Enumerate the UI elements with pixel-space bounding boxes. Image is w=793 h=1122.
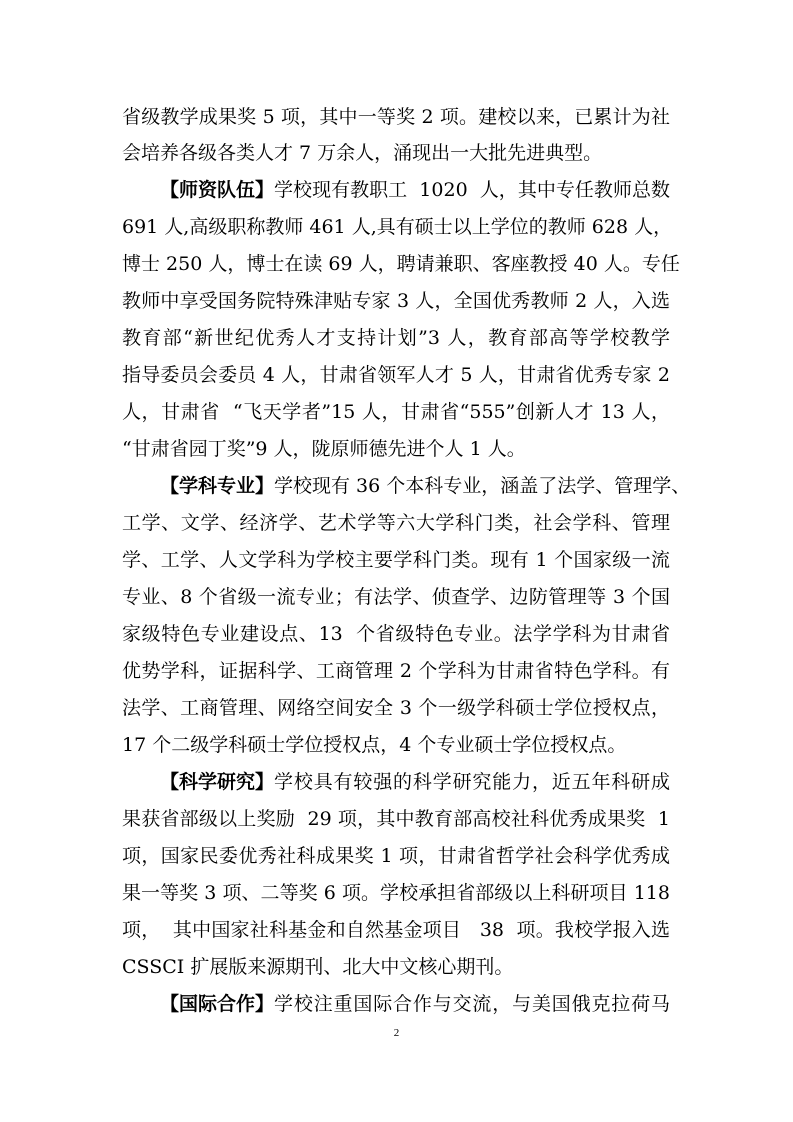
- text-line: 果一等奖 3 项、二等奖 6 项。学校承担省部级以上科研项目 118: [122, 882, 670, 904]
- text-line: 法学、工商管理、网络空间安全 3 个一级学科硕士学位授权点，: [122, 697, 670, 719]
- text-line: 家级特色专业建设点、13 个省级特色专业。法学学科为甘肃省: [122, 623, 670, 645]
- text-line: 学校注重国际合作与交流，与美国俄克拉荷马: [274, 993, 670, 1015]
- text-line: CSSCI 扩展版来源期刊、北大中文核心期刊。: [122, 956, 514, 978]
- text-line: 17 个二级学科硕士学位授权点，4 个专业硕士学位授权点。: [122, 734, 627, 756]
- text-line: 教育部“新世纪优秀人才支持计划”3 人，教育部高等学校教学: [122, 327, 670, 349]
- paragraph-first-line: [160, 468, 691, 504]
- section-heading-research: 【科学研究】: [160, 771, 275, 793]
- text-line: 项， 其中国家社科基金和自然基金项目 38 项。我校学报入选: [122, 919, 670, 941]
- text-line: 果获省部级以上奖励 29 项，其中教育部高校社科优秀成果奖 1: [122, 808, 670, 830]
- text-line: 优势学科，证据科学、工商管理 2 个学科为甘肃省特色学科。有: [122, 660, 670, 682]
- text-line: 省级教学成果奖 5 项，其中一等奖 2 项。建校以来，已累计为社: [122, 106, 670, 128]
- paragraph-first-line: [160, 764, 670, 800]
- section-heading-disciplines: 【学科专业】: [160, 475, 275, 497]
- section-heading-faculty: 【师资队伍】: [160, 179, 275, 201]
- text-line: 学校现有 36 个本科专业，涵盖了法学、管理学、: [274, 475, 691, 497]
- text-line: 项，国家民委优秀社科成果奖 1 项，甘肃省哲学社会科学优秀成: [122, 845, 670, 867]
- text-line: “甘肃省园丁奖”9 人，陇原师德先进个人 1 人。: [122, 438, 526, 460]
- section-heading-international: 【国际合作】: [160, 993, 275, 1015]
- paragraph-first-line: [160, 986, 670, 1022]
- text-line: 工学、文学、经济学、艺术学等六大学科门类，社会学科、管理: [122, 512, 670, 534]
- page-number: 2: [393, 1027, 400, 1039]
- text-line: 691 人,高级职称教师 461 人,具有硕士以上学位的教师 628 人，: [122, 216, 673, 238]
- text-line: 学校具有较强的科学研究能力，近五年科研成: [274, 771, 670, 793]
- text-line: 专业、8 个省级一流专业；有法学、侦查学、边防管理等 3 个国: [122, 586, 670, 608]
- paragraph-first-line: [160, 172, 670, 208]
- text-line: 学校现有教职工 1020 人，其中专任教师总数: [274, 179, 670, 201]
- text-line: 教师中享受国务院特殊津贴专家 3 人，全国优秀教师 2 人，入选: [122, 290, 670, 312]
- text-line: 会培养各级各类人才 7 万余人，涌现出一大批先进典型。: [122, 142, 603, 164]
- text-line: 人，甘肃省 “飞天学者”15 人，甘肃省“555”创新人才 13 人，: [122, 401, 670, 423]
- text-line: 指导委员会委员 4 人，甘肃省领军人才 5 人，甘肃省优秀专家 2: [122, 364, 670, 386]
- text-line: 学、工学、人文学科为学校主要学科门类。现有 1 个国家级一流: [122, 549, 670, 571]
- text-line: 博士 250 人，博士在读 69 人，聘请兼职、客座教授 40 人。专任: [122, 253, 680, 275]
